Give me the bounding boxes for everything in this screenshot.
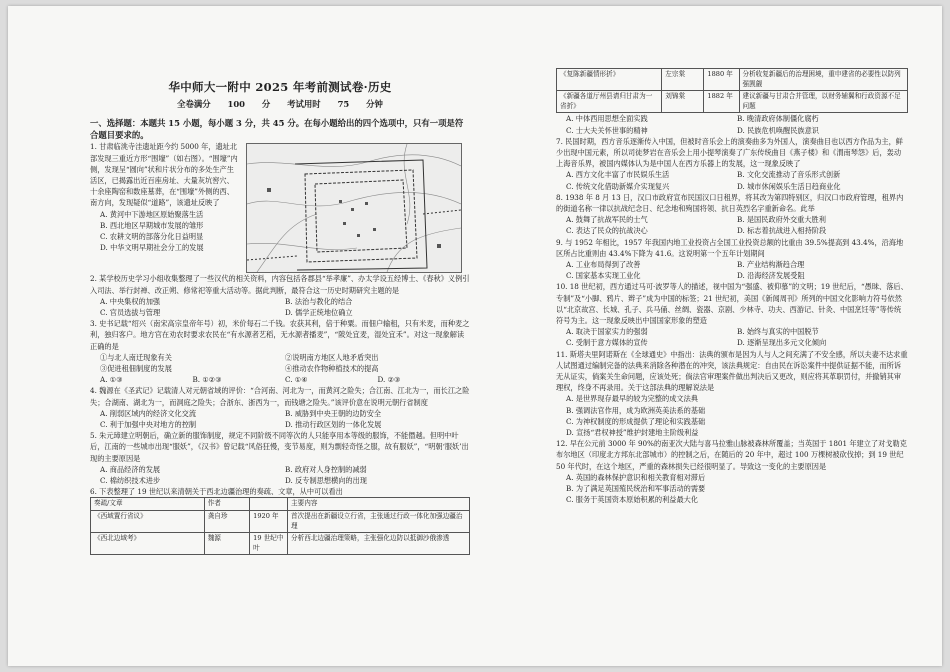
table-header-cell [250, 498, 288, 511]
site-map-figure [246, 143, 462, 273]
q8-option-a[interactable]: A. 鼓舞了抗战军民的士气 [566, 215, 648, 225]
table-cell: 《复陈新疆情形折》 [557, 69, 662, 91]
q1-option-b[interactable]: B. 西北地区早期城市发展的雏形 [100, 220, 204, 230]
table-cell: 刘锦棠 [662, 91, 704, 113]
q2-option-d[interactable]: D. 儒学正统地位确立 [285, 308, 353, 318]
q3-item-4: ④推动农作物种植技术的提高 [285, 364, 379, 374]
table-cell: 1882 年 [704, 91, 739, 113]
q3-option-d[interactable]: D. ②③ [377, 375, 401, 385]
q7-option-b[interactable]: B. 文化交流推动了音乐形式创新 [737, 170, 841, 180]
section-heading: 一、选择题：本题共 15 小题，每小题 3 分，共 45 分。在每小题给出的四个选项中，只有一项是符合题目要求的。 [90, 118, 464, 141]
table-cell: 1920 年 [250, 511, 288, 533]
question-12 [556, 438, 908, 505]
left-column [90, 6, 470, 555]
q8-option-c[interactable]: C. 表达了民众的抗战决心 [566, 226, 648, 236]
table-header-cell: 主要内容 [288, 498, 470, 511]
q7-option-a[interactable]: A. 西方文化丰富了市民娱乐生活 [566, 170, 670, 180]
q2-option-b[interactable]: B. 法治与教化的结合 [285, 296, 353, 306]
question-10 [556, 281, 908, 348]
q9-option-c[interactable]: C. 国家基本实现工业化 [566, 271, 641, 281]
q10-stem: 10. 18 世纪初，西方通过马可·波罗等人的描述，视中国为“强盛、被仰慕”的文明；19 世纪后，“愚昧、落后、专制”及“小脚、鸦片、辫子”成为中国的标签；21 世纪初，美国《新闻周刊》所列的中国文化影响力符号依然以“北京故宫、长城、孔子、兵马俑、丝绸、瓷器、京剧、少林寺、功夫、西游记、针灸、中国烹饪等”等传统符号为主。这一现象反映出中国国家形象的塑造 [556, 282, 908, 326]
q6-option-b[interactable]: B. 晚清政府体制僵化腐朽 [737, 114, 819, 124]
table-cell: 首次提出在新疆设立行省，主张通过行政一体化加强边疆治理 [288, 511, 470, 533]
q1-option-d[interactable]: D. 中华文明早期社会分工的发展 [100, 243, 204, 253]
q3-option-c[interactable]: C. ①④ [285, 375, 308, 385]
q5-option-a[interactable]: A. 商品经济的发展 [100, 464, 161, 474]
table-cell: 建议新疆与甘肃合并管理，以财务辅翼和行政资源不足问题 [739, 91, 908, 113]
q7-option-d[interactable]: D. 城市休闲娱乐生活日趋商业化 [737, 181, 841, 191]
q3-stem: 3. 史书记载“绍兴（南宋高宗皇帝年号）初，米价每石二千钱。农获其利，倍于种粟。而佃户输租，只有米麦，而种麦之利，独归客户。地方官在劝农时要求农民在“有水源者艺稻，无水源者播麦”，“陂处宜麦，湿处宜禾”。对这一现象解读正确的是 [90, 319, 470, 351]
page-title: 华中师大一附中 2025 年考前测试卷·历史 [168, 80, 392, 94]
table-header-cell: 奏疏/文章 [91, 498, 205, 511]
q1-option-c[interactable]: C. 农耕文明的部落分化日益明显 [100, 232, 204, 242]
exam-sheet [8, 6, 942, 666]
q5-option-d[interactable]: D. 反专制思想横向的出现 [285, 476, 367, 486]
table-cell: 《西域置行省议》 [91, 511, 205, 533]
table-row [91, 533, 470, 555]
q9-option-d[interactable]: D. 沿海经济发展受阻 [737, 271, 805, 281]
question-4 [90, 385, 470, 430]
q10-option-b[interactable]: B. 始终与真实的中国脱节 [737, 327, 819, 337]
q6-option-a[interactable]: A. 中体西用思想全面实践 [566, 114, 648, 124]
right-column [556, 68, 908, 505]
table-cell: 魏源 [204, 533, 249, 555]
table-cell: 左宗棠 [662, 69, 704, 91]
q1-option-a[interactable]: A. 黄河中下游地区原始聚落生活 [100, 209, 204, 219]
table-cell: 龚自珍 [204, 511, 249, 533]
q12-stem: 12. 早在公元前 3000 年 90%的南亚次大陆与喜马拉雅山脉被森林所覆盖；当英国于 1801 年建立了对戈勒克布尔地区（印度北方邦东北部城市）的控制之后，在随后的 20 年中，超过 100 万棵树被砍伐掉；到 19 世纪 50 年代时，在这个地区，严重的森林损失已经很明显了。导致这一变化的主要原因是 [556, 439, 907, 471]
table-row [91, 511, 470, 533]
q3-item-1: ①与北人南迁现象有关 [100, 352, 172, 362]
q7-option-c[interactable]: C. 传统文化借助新媒介实现复兴 [566, 181, 670, 191]
q8-stem: 8. 1938 年 8 月 13 日，汉口市政府宣布民国汉口日租界，将其改为第四特别区，归汉口市政府管理，租界内的街道名称一律以抗战纪念日、纪念地和殉国将领、抗日英烈名字重新命名。此举 [556, 192, 904, 213]
q12-option-b[interactable]: B. 为了满足英国殖民统治和军事活动的需要 [566, 484, 706, 494]
q4-stem: 4. 魏源在《圣武记》记载清人对元朝省域的评价：“合河南、河北为一，而黄河之险失；合江南、江北为一，而长江之险失；合湖南、湖北为一，而洞庭之险失；合浙东、浙西为一，而钱塘之险失。”该评价意在说明元朝行省制度 [90, 386, 470, 407]
question-8 [556, 192, 908, 237]
table-header-row [91, 498, 470, 511]
table-cell: 19 世纪中叶 [250, 533, 288, 555]
q2-option-c[interactable]: C. 官员选拔与管理 [100, 308, 161, 318]
q6-option-d[interactable]: D. 民族危机唤醒民族意识 [737, 125, 819, 135]
q10-option-d[interactable]: D. 逐渐呈现出多元文化倾向 [737, 338, 827, 348]
question-11 [556, 349, 908, 439]
q11-option-a[interactable]: A. 是世界现存最早的较为完整的成文法典 [566, 394, 698, 404]
question-9 [556, 237, 908, 282]
question-7 [556, 136, 908, 192]
table-cell: 分析西北边疆治理策略，主张强化边防以抵御沙俄渗透 [288, 533, 470, 555]
q5-stem: 5. 朱元璋建立明朝后，确立新的服饰制度，规定不同阶级不同等次的人只能享用本等级的服饰，不能僭越。但明中叶后，江南的一些城市出现“服妖”，《汉书》曾记载“风俗狂慢，变节易度，则为剽轻奇怪之服，故有服妖”，“明朝‘服妖’出现的主要原因是 [90, 431, 469, 463]
question-2 [90, 273, 470, 318]
table-cell: 分析收复新疆后的治理困境，重申建省的必要性以防列强觊觎 [739, 69, 908, 91]
table-cell: 《西北边域考》 [91, 533, 205, 555]
q3-option-a[interactable]: A. ①③ [100, 375, 123, 385]
q12-option-a[interactable]: A. 英国的森林保护意识和相关教育相对滞后 [566, 472, 706, 482]
q10-option-c[interactable]: C. 受制于意方媒体的宣传 [566, 338, 648, 348]
q4-option-b[interactable]: B. 威胁到中央王朝的边防安全 [285, 408, 382, 418]
q11-stem: 11. 斯塔夫里阿诺斯在《全球通史》中指出：法典的颁布是因为人与人之间充满了不安全感，所以夫妻不达求重人试图通过编制完备的法典来消除各种潜在的冲突，该法典规定：自由民在诉讼案件中提供证据不能，而所诉无从证实，倘案关生命问题，应该处死；倘法官审理案件做出判决后又更改，则应将其革职罚付，并撤销其审理权，终身不再录用。关于这部法典的理解说法是 [556, 349, 908, 393]
q1-stem: 1. 甘肃临洮寺洼遗址距今约 5000 年，遗址北部发现三重近方形“围壕”（如右图）。“围壕”内侧，发现呈“圆向”状和片状分布的多处生产生活区，已揭露出近百座房址、大量灰坑窖穴、十余座陶窑和数座墓葬，在“围壕”外侧的西、南方向，发现疑似“道路”，该遗址反映了 [90, 142, 238, 208]
q6-stem: 6. 下表整理了 19 世纪以来清朝关于西北边疆治理的奏疏、文章，从中可以看出 [90, 487, 343, 497]
q3-option-b[interactable]: B. ①②③ [192, 375, 222, 385]
question-6 [90, 486, 470, 555]
q9-option-b[interactable]: B. 产业结构渐趋合理 [737, 260, 805, 270]
q11-option-b[interactable]: B. 强调法官作用，成为欧洲英美法系的基础 [566, 405, 706, 415]
q8-option-d[interactable]: D. 标志着抗战进入相持阶段 [737, 226, 827, 236]
q7-stem: 7. 民国时期，西方音乐逐渐传入中国，但被时音乐会上的演奏曲多为外国人，演奏曲目也以西方作品为主，鲜少出现中国元素，所以司徒梦岩在音乐会上用小提琴演奏了广东传统曲目《燕子楼》和《渭南琴怨》后，轰动上海音乐界，被国内媒体认为是中国人在西方乐器上的发展，这一现象反映了 [556, 136, 903, 169]
q3-item-3: ③促进租佃制度的发展 [100, 364, 172, 374]
question-1 [90, 141, 470, 273]
table-row [557, 69, 908, 91]
q12-option-c[interactable]: C. 服务于英国资本原始积累的利益最大化 [566, 495, 699, 505]
table-row [557, 91, 908, 113]
q9-stem: 9. 与 1952 年相比，1957 年我国内地工业投资占全国工业投资总额的比重由 39.5%提高到 43.4%，沿海地区所占比重则由 43.4%下降为 41.6。这说明第一个五年计划期间 [556, 237, 904, 258]
table-header-cell: 作者 [204, 498, 249, 511]
table-cell: 1880 年 [704, 69, 739, 91]
q8-option-b[interactable]: B. 是国民政府外交重大胜利 [737, 215, 826, 225]
question-3 [90, 318, 470, 385]
site-map-drawing [247, 144, 461, 272]
q11-option-d[interactable]: D. 宣扬“君权神授”维护封建地主阶级利益 [566, 428, 699, 438]
q4-option-c[interactable]: C. 利于加强中央对地方的控制 [100, 420, 197, 430]
q3-item-2: ②说明南方地区人地矛盾突出 [285, 352, 379, 362]
q9-option-a[interactable]: A. 工业布局得到了改善 [566, 260, 641, 270]
q6-table-continued [556, 68, 908, 113]
question-5 [90, 430, 470, 486]
q6-table [90, 497, 470, 555]
q5-option-c[interactable]: C. 棉纺织技术进步 [100, 476, 161, 486]
q4-option-a[interactable]: A. 削弱区域内的经济文化交流 [100, 408, 197, 418]
q5-option-b[interactable]: B. 政府对人身控制的减弱 [285, 464, 367, 474]
q11-option-c[interactable]: C. 为神权制度的形成提供了理论和实践基础 [566, 416, 706, 426]
page-subtitle: 全卷满分 100 分 考试用时 75 分钟 [177, 99, 383, 110]
q2-stem: 2. 某学校历史学习小组收集整理了一些汉代的相关资料，内容包括各郡县“举孝廉”、办太学设五经博士、《春秋》义例引入司法、举行封禅、改正朔、修常祀等重大活动等。据此判断，最符合这一历史时期研究主题的是 [90, 274, 470, 295]
q4-option-d[interactable]: D. 推动行政区划的一体化发展 [285, 420, 382, 430]
table-cell: 《新疆各道厅州县请归甘肃为一省折》 [557, 91, 662, 113]
q10-option-a[interactable]: A. 取决于国家实力的强弱 [566, 327, 648, 337]
q2-option-a[interactable]: A. 中央集权的加强 [100, 296, 161, 306]
q6-option-c[interactable]: C. 士大夫关怀世事的精神 [566, 125, 648, 135]
